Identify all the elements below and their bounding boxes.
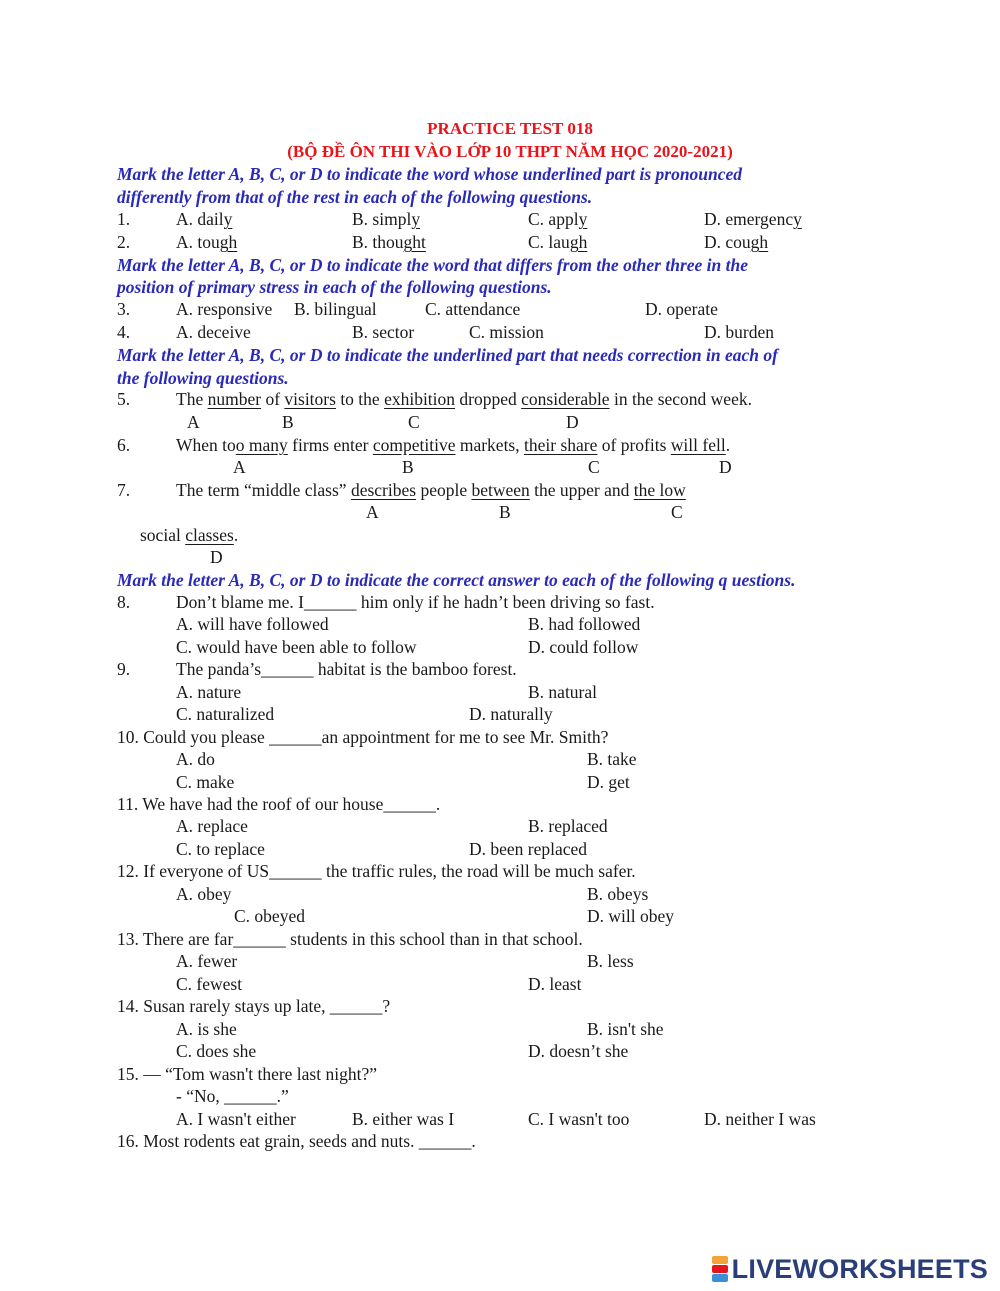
section3-instruction-line2: the following questions. [117, 368, 289, 388]
q6-underlined-b: competitive [372, 435, 456, 455]
q4-number: 4. [117, 322, 131, 342]
page-title: PRACTICE TEST 018 [427, 119, 593, 138]
q11-option-b[interactable]: B. replaced [528, 816, 608, 836]
q5-label-d[interactable]: D [566, 412, 579, 432]
q12-option-c[interactable]: C. obeyed [234, 906, 305, 926]
q13-option-c[interactable]: C. fewest [176, 974, 243, 994]
q6-number: 6. [117, 435, 131, 455]
q3-option-b[interactable]: B. bilingual [294, 299, 377, 319]
q7-label-d[interactable]: D [210, 547, 223, 567]
q12-option-d[interactable]: D. will obey [587, 906, 675, 926]
q10-option-c[interactable]: C. make [176, 772, 235, 792]
q9-option-b[interactable]: B. natural [528, 682, 598, 702]
q3-number: 3. [117, 299, 131, 319]
q2-option-d[interactable]: D. cough [704, 232, 769, 252]
q3-option-c[interactable]: C. attendance [425, 299, 521, 319]
q2-option-b[interactable]: B. thought [352, 232, 426, 252]
q15-option-b[interactable]: B. either was I [352, 1109, 455, 1129]
q5-sentence: The number of visitors to the exhibition dropped considerable in the second week. [176, 389, 752, 409]
q14-option-c[interactable]: C. does she [176, 1041, 257, 1061]
q11-option-c[interactable]: C. to replace [176, 839, 265, 859]
q8-option-a[interactable]: A. will have followed [176, 614, 329, 634]
liveworksheets-logo-text: LIVEWORKSHEETS [731, 1253, 988, 1284]
q10-option-a[interactable]: A. do [176, 749, 215, 769]
q7-sentence-continued: social classes. [140, 525, 239, 545]
q11-stem: 11. We have had the roof of our house______. [117, 794, 441, 814]
q1-option-d[interactable]: D. emergency [704, 209, 802, 229]
q14-stem: 14. Susan rarely stays up late, ______? [117, 996, 391, 1016]
q15-stem: 15. — “Tom wasn't there last night?” [117, 1064, 377, 1084]
q7-underlined-a: describes [350, 480, 417, 500]
q5-label-c[interactable]: C [408, 412, 420, 432]
section1-instruction-line2: differently from that of the rest in each of the following questions. [117, 187, 593, 207]
q15-reply: - “No, ______.” [176, 1086, 289, 1106]
q7-label-a[interactable]: A [366, 502, 379, 522]
q6-underlined-a: o many [235, 435, 288, 455]
q9-option-a[interactable]: A. nature [176, 682, 242, 702]
q9-option-c[interactable]: C. naturalized [176, 704, 275, 724]
q7-label-b[interactable]: B [499, 502, 511, 522]
q4-option-c[interactable]: C. mission [469, 322, 544, 342]
q13-option-b[interactable]: B. less [587, 951, 634, 971]
q1-number: 1. [117, 209, 131, 229]
q3-option-a[interactable]: A. responsive [176, 299, 273, 319]
q2-option-c[interactable]: C. laugh [528, 232, 588, 252]
q8-option-b[interactable]: B. had followed [528, 614, 641, 634]
q5-underlined-a: number [207, 389, 262, 409]
section4-instruction: Mark the letter A, B, C, or D to indicate the correct answer to each of the following q uestions. [117, 570, 796, 590]
q4-option-d[interactable]: D. burden [704, 322, 774, 342]
q16-stem: 16. Most rodents eat grain, seeds and nuts. ______. [117, 1131, 476, 1151]
q7-underlined-c: the low [633, 480, 686, 500]
q5-number: 5. [117, 389, 131, 409]
q15-option-c[interactable]: C. I wasn't too [528, 1109, 630, 1129]
q8-stem: Don’t blame me. I______ him only if he hadn’t been driving so fast. [176, 592, 655, 612]
q7-underlined-d: classes [185, 525, 234, 545]
q6-label-d[interactable]: D [719, 457, 732, 477]
q1-option-c[interactable]: C. apply [528, 209, 588, 229]
page-subtitle: (BỘ ĐỀ ÔN THI VÀO LỚP 10 THPT NĂM HỌC 2020-2021) [287, 142, 733, 161]
q6-underlined-d: will fell [670, 435, 726, 455]
q10-option-b[interactable]: B. take [587, 749, 637, 769]
q5-underlined-b: visitors [284, 389, 336, 409]
q3-option-d[interactable]: D. operate [645, 299, 718, 319]
q6-sentence: When too many firms enter competitive markets, their share of profits will fell. [176, 435, 731, 455]
q6-underlined-c: their share [524, 435, 598, 455]
q7-sentence: The term “middle class” describes people between the upper and the low [176, 480, 686, 500]
q13-option-a[interactable]: A. fewer [176, 951, 238, 971]
q6-label-a[interactable]: A [233, 457, 246, 477]
liveworksheets-logo [712, 1253, 988, 1285]
q5-label-b[interactable]: B [282, 412, 294, 432]
q14-option-d[interactable]: D. doesn’t she [528, 1041, 629, 1061]
q6-label-c[interactable]: C [588, 457, 600, 477]
q9-number: 9. [117, 659, 131, 679]
q10-stem: 10. Could you please ______an appointment for me to see Mr. Smith? [117, 727, 609, 747]
section2-instruction-line1: Mark the letter A, B, C, or D to indicate the word that differs from the other three in the [117, 255, 749, 275]
q5-underlined-d: considerable [521, 389, 610, 409]
q8-option-d[interactable]: D. could follow [528, 637, 639, 657]
q15-option-a[interactable]: A. I wasn't either [176, 1109, 296, 1129]
q11-option-d[interactable]: D. been replaced [469, 839, 588, 859]
q14-option-a[interactable]: A. is she [176, 1019, 237, 1039]
q11-option-a[interactable]: A. replace [176, 816, 248, 836]
q1-option-b[interactable]: B. simply [352, 209, 421, 229]
section3-instruction-line1: Mark the letter A, B, C, or D to indicate the underlined part that needs correction in each of [117, 345, 778, 365]
section1-instruction-line1: Mark the letter A, B, C, or D to indicate the word whose underlined part is pronounced [117, 164, 743, 184]
section2-instruction-line2: position of primary stress in each of the following questions. [117, 277, 552, 297]
q1-option-a[interactable]: A. daily [176, 209, 233, 229]
q5-underlined-c: exhibition [384, 389, 456, 409]
q7-number: 7. [117, 480, 131, 500]
q9-option-d[interactable]: D. naturally [469, 704, 553, 724]
q12-option-b[interactable]: B. obeys [587, 884, 649, 904]
liveworksheets-logo-icon [712, 1256, 728, 1282]
q13-option-d[interactable]: D. least [528, 974, 582, 994]
q10-option-d[interactable]: D. get [587, 772, 630, 792]
q7-label-c[interactable]: C [671, 502, 683, 522]
q8-number: 8. [117, 592, 131, 612]
q5-label-a[interactable]: A [187, 412, 200, 432]
q7-underlined-b: between [471, 480, 530, 500]
q2-option-a[interactable]: A. tough [176, 232, 238, 252]
q12-stem: 12. If everyone of US______ the traffic rules, the road will be much safer. [117, 861, 636, 881]
q9-stem: The panda’s______ habitat is the bamboo forest. [176, 659, 517, 679]
q15-option-d[interactable]: D. neither I was [704, 1109, 816, 1129]
q4-option-a[interactable]: A. deceive [176, 322, 251, 342]
q12-option-a[interactable]: A. obey [176, 884, 232, 904]
q6-label-b[interactable]: B [402, 457, 414, 477]
q4-option-b[interactable]: B. sector [352, 322, 415, 342]
q8-option-c[interactable]: C. would have been able to follow [176, 637, 417, 657]
q13-stem: 13. There are far______ students in this school than in that school. [117, 929, 583, 949]
q14-option-b[interactable]: B. isn't she [587, 1019, 664, 1039]
q2-number: 2. [117, 232, 131, 252]
